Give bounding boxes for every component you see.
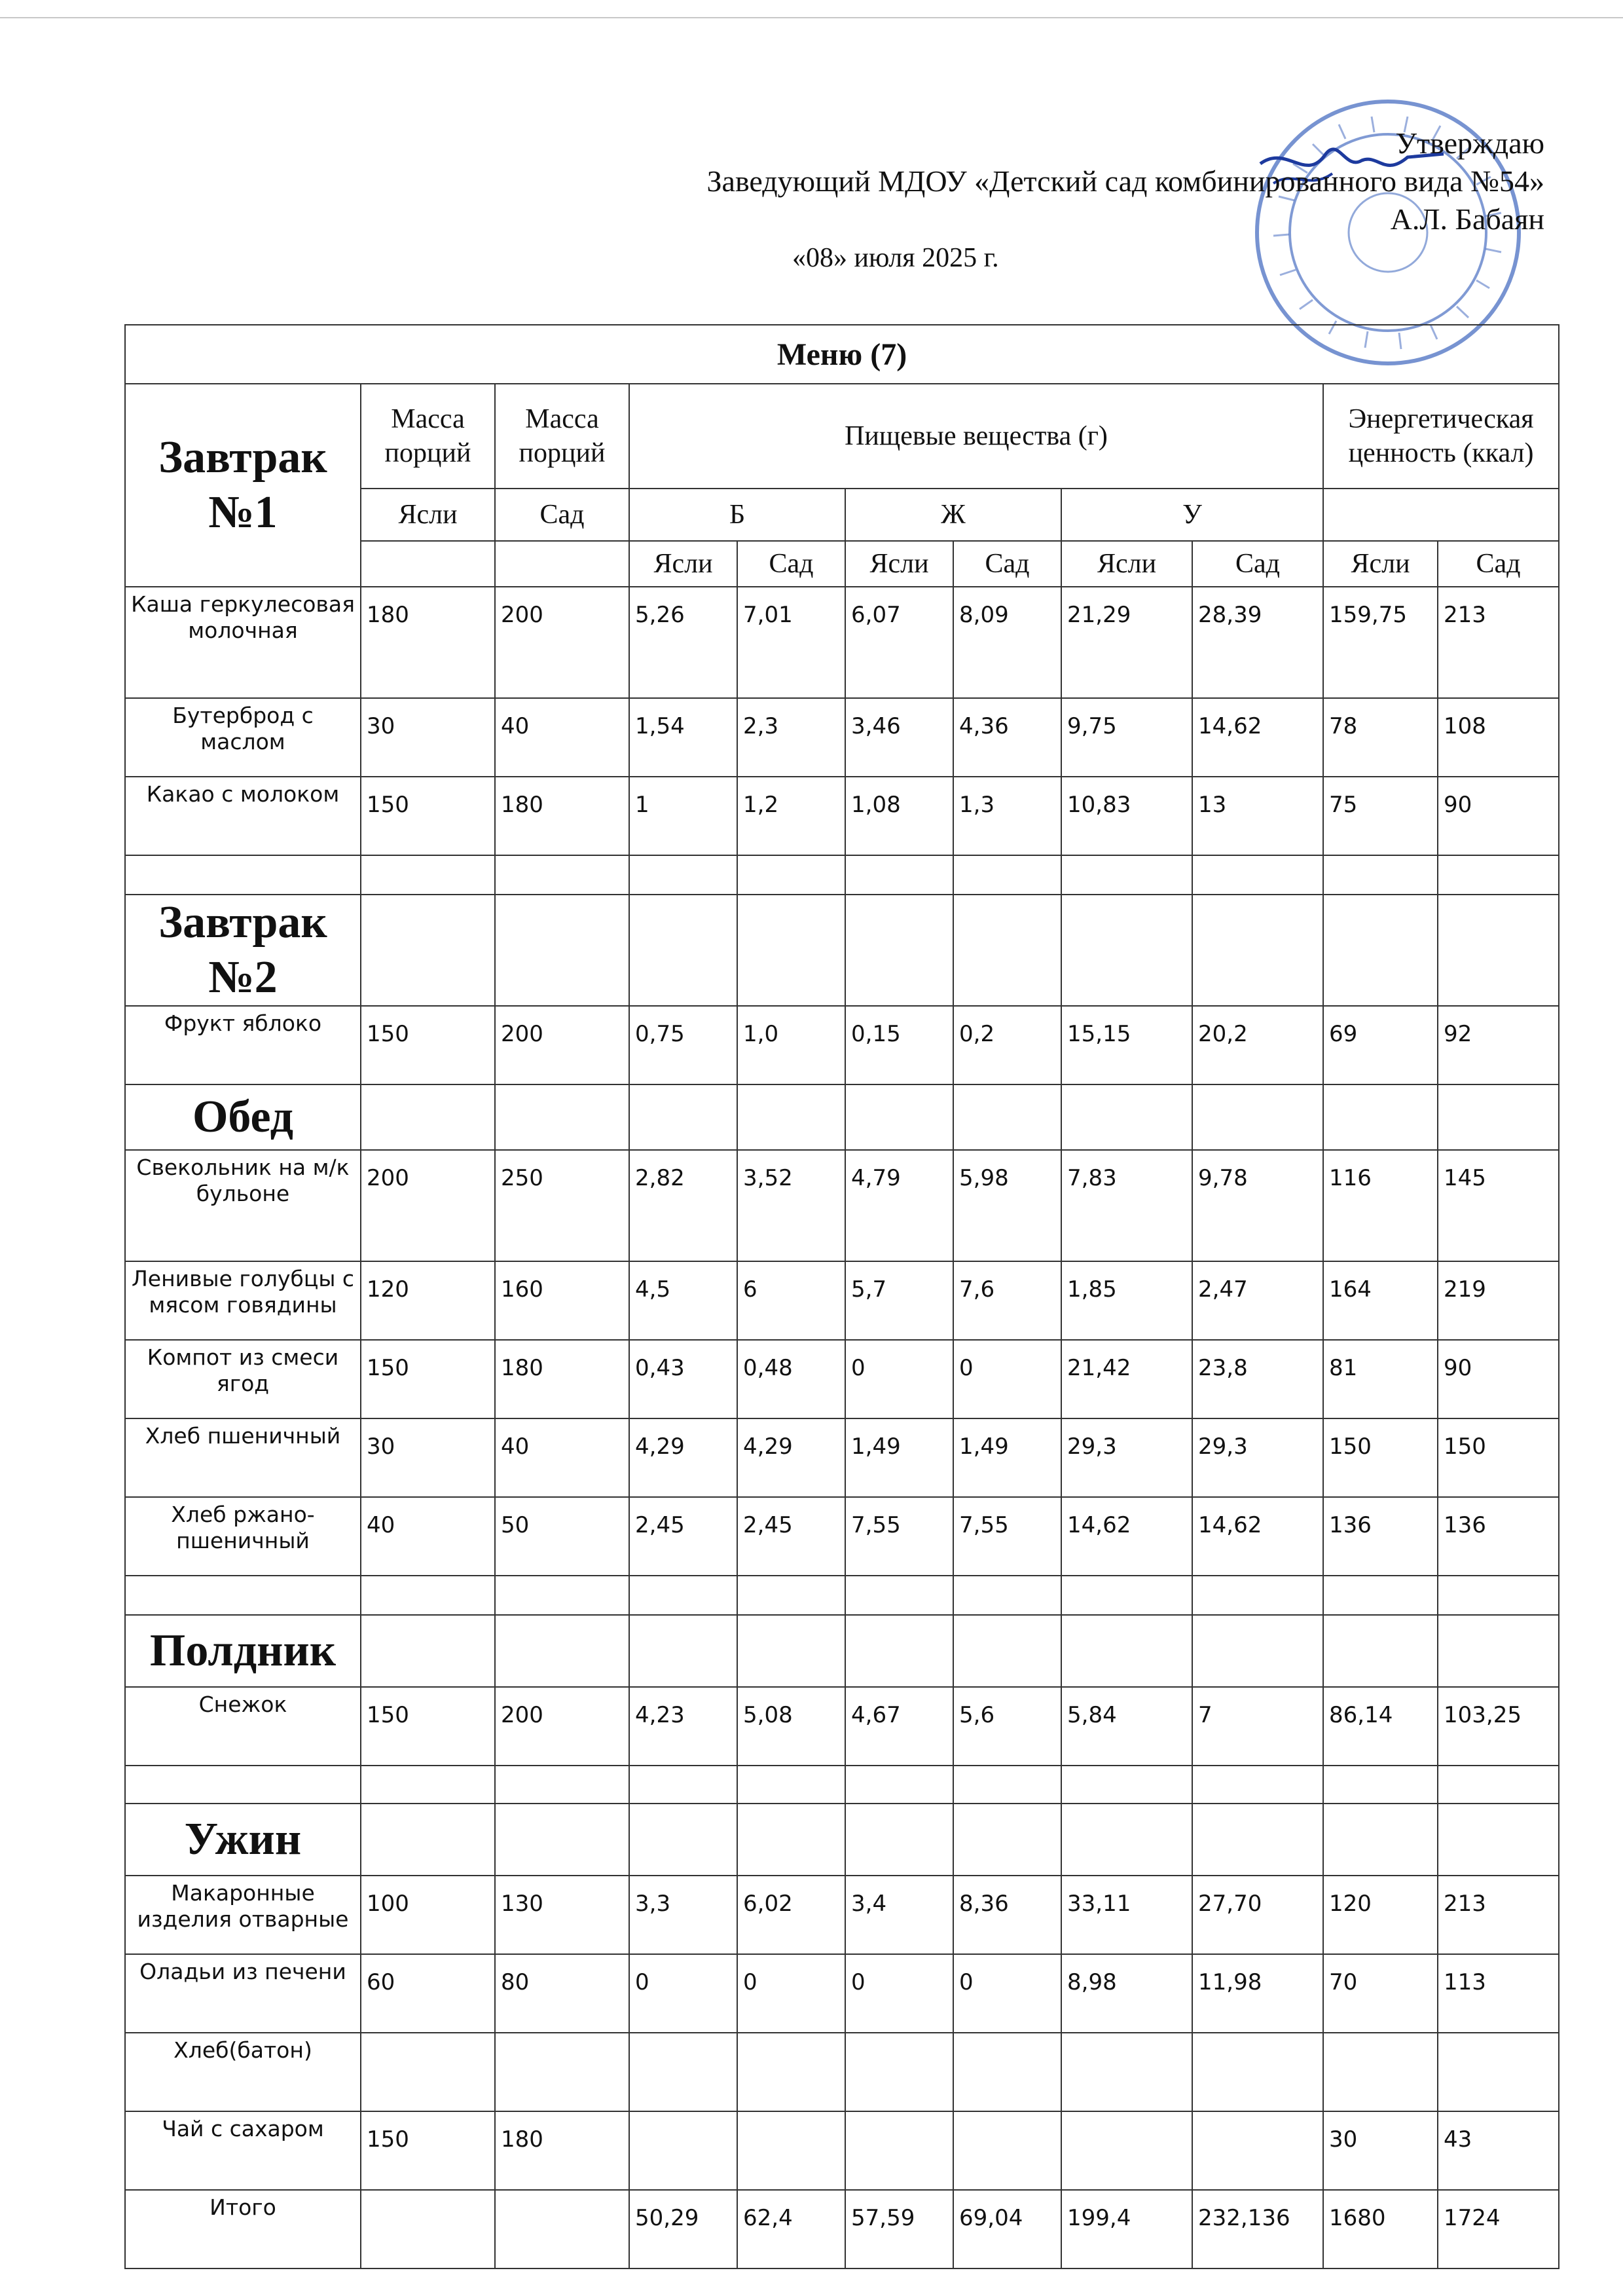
cell-b-yasli: 0 [629,1954,737,2033]
cell-b-yasli [629,855,737,895]
cell-zh-sad [953,1576,1061,1615]
cell-mass-sad: 180 [495,777,629,855]
cell-dish-name [125,855,361,895]
cell-kcal-yasli: 86,14 [1323,1687,1438,1766]
approval-signatory: А.Л. Бабаян [1390,202,1544,236]
cell-mass-sad: 50 [495,1497,629,1576]
cell-mass-sad: 40 [495,1418,629,1497]
cell-zh-sad: 69,04 [953,2190,1061,2268]
cell-kcal-yasli: 78 [1323,698,1438,777]
cell-zh-sad: 7,6 [953,1261,1061,1340]
menu-table [124,324,1559,2269]
cell-dish-name: Макаронные изделия отварные [125,1876,361,1954]
cell-u-yasli [1061,855,1192,895]
cell-u-sad: 11,98 [1192,1954,1323,2033]
table-row [125,587,1559,698]
cell-mass-yasli: 150 [361,1006,495,1084]
cell-zh-sad: 5,98 [953,1150,1061,1261]
cell-kcal-sad: 43 [1438,2111,1559,2190]
cell-kcal-sad: 150 [1438,1418,1559,1497]
cell-u-yasli: 29,3 [1061,1418,1192,1497]
cell-mass-yasli [361,1576,495,1615]
cell-u-yasli: 10,83 [1061,777,1192,855]
table-row [125,1954,1559,2033]
table-row-empty [125,855,1559,895]
cell-mass-yasli: 150 [361,1340,495,1418]
approval-heading: Утверждаю [1395,126,1544,160]
header-mass-sad: Масса порций [495,384,629,489]
menu-title: Меню (7) [125,325,1559,384]
cell-mass-sad [495,1576,629,1615]
cell-b-sad: 3,52 [737,1150,845,1261]
header-blank [495,541,629,587]
cell-dish-name [125,1766,361,1804]
cell-b-yasli: 2,82 [629,1150,737,1261]
cell-kcal-sad [1438,855,1559,895]
cell-b-yasli [629,2033,737,2111]
cell-zh-yasli: 57,59 [845,2190,953,2268]
cell-u-sad [1192,2111,1323,2190]
cell-zh-sad: 1,3 [953,777,1061,855]
cell-kcal-sad: 113 [1438,1954,1559,2033]
cell-u-yasli: 8,98 [1061,1954,1192,2033]
cell-kcal-yasli: 1680 [1323,2190,1438,2268]
cell-b-yasli: 4,5 [629,1261,737,1340]
meal-dinner: Ужин [125,1804,361,1876]
header-nutrients: Пищевые вещества (г) [629,384,1323,489]
cell-b-sad: 5,08 [737,1687,845,1766]
cell-b-yasli [629,1576,737,1615]
cell-kcal-sad: 136 [1438,1497,1559,1576]
cell-u-sad: 13 [1192,777,1323,855]
cell-zh-yasli: 4,79 [845,1150,953,1261]
cell-u-yasli: 21,29 [1061,587,1192,698]
cell-u-yasli [1061,2111,1192,2190]
cell-kcal-yasli: 81 [1323,1340,1438,1418]
cell-mass-yasli [361,2190,495,2268]
cell-b-sad: 2,45 [737,1497,845,1576]
cell-zh-sad: 0 [953,1954,1061,2033]
cell-mass-yasli [361,1766,495,1804]
cell-mass-yasli [361,2033,495,2111]
cell-mass-sad [495,2033,629,2111]
cell-mass-yasli: 180 [361,587,495,698]
cell-zh-sad: 4,36 [953,698,1061,777]
cell-u-yasli: 199,4 [1061,2190,1192,2268]
cell-kcal-yasli: 116 [1323,1150,1438,1261]
cell-dish-name: Чай с сахаром [125,2111,361,2190]
cell-u-sad: 23,8 [1192,1340,1323,1418]
header-fats: Ж [845,489,1061,541]
cell-b-yasli: 1,54 [629,698,737,777]
cell-u-yasli: 15,15 [1061,1006,1192,1084]
table-row [125,1687,1559,1766]
cell-u-yasli: 33,11 [1061,1876,1192,1954]
cell-zh-yasli: 0 [845,1954,953,2033]
cell-mass-yasli: 40 [361,1497,495,1576]
cell-zh-yasli: 0,15 [845,1006,953,1084]
cell-kcal-yasli: 30 [1323,2111,1438,2190]
cell-kcal-sad: 103,25 [1438,1687,1559,1766]
cell-mass-yasli [361,855,495,895]
cell-dish-name [125,1576,361,1615]
cell-dish-name: Хлеб пшеничный [125,1418,361,1497]
cell-u-sad [1192,855,1323,895]
cell-b-sad: 1,0 [737,1006,845,1084]
cell-u-sad: 9,78 [1192,1150,1323,1261]
meal-breakfast-1: Завтрак №1 [125,384,361,587]
cell-u-yasli [1061,2033,1192,2111]
cell-b-sad: 4,29 [737,1418,845,1497]
meal-snack: Полдник [125,1615,361,1687]
cell-b-yasli: 4,29 [629,1418,737,1497]
cell-zh-yasli: 3,4 [845,1876,953,1954]
cell-zh-sad: 1,49 [953,1418,1061,1497]
header-sad: Сад [495,489,629,541]
cell-b-yasli: 3,3 [629,1876,737,1954]
cell-b-yasli: 1 [629,777,737,855]
cell-u-yasli: 7,83 [1061,1150,1192,1261]
cell-b-sad: 1,2 [737,777,845,855]
cell-u-yasli: 14,62 [1061,1497,1192,1576]
cell-mass-sad: 40 [495,698,629,777]
cell-kcal-sad: 90 [1438,1340,1559,1418]
scan-edge-line [0,17,1623,18]
cell-u-sad [1192,1576,1323,1615]
cell-b-sad: 7,01 [737,587,845,698]
cell-kcal-sad: 219 [1438,1261,1559,1340]
meal-lunch: Обед [125,1084,361,1150]
cell-b-sad: 6 [737,1261,845,1340]
cell-u-sad: 14,62 [1192,698,1323,777]
cell-zh-sad: 8,36 [953,1876,1061,1954]
table-row [125,2190,1559,2268]
cell-zh-sad [953,855,1061,895]
cell-zh-yasli: 6,07 [845,587,953,698]
cell-kcal-sad [1438,1576,1559,1615]
header-energy-blank [1323,489,1559,541]
cell-dish-name: Ленивые голубцы с мясом говядины [125,1261,361,1340]
cell-kcal-sad [1438,1766,1559,1804]
cell-u-sad: 29,3 [1192,1418,1323,1497]
cell-u-sad [1192,1766,1323,1804]
header-zh-sad: Сад [953,541,1061,587]
table-row-empty [125,1766,1559,1804]
cell-zh-yasli [845,2033,953,2111]
cell-zh-yasli: 4,67 [845,1687,953,1766]
cell-mass-yasli: 30 [361,1418,495,1497]
cell-b-yasli: 0,75 [629,1006,737,1084]
header-carbs: У [1061,489,1323,541]
cell-zh-yasli [845,2111,953,2190]
header-yasli: Ясли [361,489,495,541]
cell-b-sad [737,1576,845,1615]
approval-block [562,124,1544,238]
cell-mass-yasli: 30 [361,698,495,777]
cell-u-yasli: 21,42 [1061,1340,1192,1418]
cell-kcal-sad: 213 [1438,587,1559,698]
cell-dish-name: Компот из смеси ягод [125,1340,361,1418]
cell-b-yasli: 5,26 [629,587,737,698]
cell-dish-name: Свекольник на м/к бульоне [125,1150,361,1261]
cell-kcal-sad [1438,2033,1559,2111]
cell-zh-sad: 5,6 [953,1687,1061,1766]
cell-kcal-sad: 92 [1438,1006,1559,1084]
cell-b-yasli [629,1766,737,1804]
table-row [125,1418,1559,1497]
cell-zh-yasli: 1,08 [845,777,953,855]
table-row [125,1340,1559,1418]
cell-dish-name: Хлеб ржано-пшеничный [125,1497,361,1576]
cell-zh-yasli: 0 [845,1340,953,1418]
cell-kcal-sad: 213 [1438,1876,1559,1954]
table-row [125,1261,1559,1340]
cell-u-yasli: 9,75 [1061,698,1192,777]
table-row-empty [125,1576,1559,1615]
cell-kcal-sad: 145 [1438,1150,1559,1261]
table-row [125,1876,1559,1954]
cell-dish-name: Фрукт яблоко [125,1006,361,1084]
cell-kcal-yasli: 150 [1323,1418,1438,1497]
cell-b-sad [737,2111,845,2190]
cell-zh-yasli [845,1576,953,1615]
cell-b-yasli: 4,23 [629,1687,737,1766]
cell-mass-sad: 200 [495,1687,629,1766]
cell-zh-sad: 0,2 [953,1006,1061,1084]
cell-b-sad [737,855,845,895]
cell-kcal-yasli [1323,855,1438,895]
header-mass-yasli: Масса порций [361,384,495,489]
cell-b-yasli: 2,45 [629,1497,737,1576]
table-row [125,1150,1559,1261]
cell-b-sad: 2,3 [737,698,845,777]
cell-mass-sad: 160 [495,1261,629,1340]
cell-u-sad: 7 [1192,1687,1323,1766]
cell-kcal-yasli: 136 [1323,1497,1438,1576]
cell-b-sad [737,2033,845,2111]
cell-u-sad: 27,70 [1192,1876,1323,1954]
table-row [125,777,1559,855]
header-energy: Энергетическая ценность (ккал) [1323,384,1559,489]
cell-u-sad: 232,136 [1192,2190,1323,2268]
cell-b-yasli: 50,29 [629,2190,737,2268]
header-u-sad: Сад [1192,541,1323,587]
cell-kcal-yasli: 164 [1323,1261,1438,1340]
header-kcal-sad: Сад [1438,541,1559,587]
cell-zh-sad: 7,55 [953,1497,1061,1576]
cell-zh-sad [953,2033,1061,2111]
cell-u-sad: 20,2 [1192,1006,1323,1084]
cell-u-sad: 2,47 [1192,1261,1323,1340]
cell-mass-sad [495,855,629,895]
header-u-yasli: Ясли [1061,541,1192,587]
cell-mass-sad [495,2190,629,2268]
cell-kcal-sad: 108 [1438,698,1559,777]
approval-position: Заведующий МДОУ «Детский сад комбинированного вида №54» [706,164,1544,198]
header-zh-yasli: Ясли [845,541,953,587]
cell-b-sad: 62,4 [737,2190,845,2268]
cell-mass-sad: 250 [495,1150,629,1261]
cell-mass-sad: 130 [495,1876,629,1954]
cell-mass-sad: 80 [495,1954,629,2033]
table-row [125,2033,1559,2111]
cell-mass-yasli: 150 [361,1687,495,1766]
cell-zh-yasli: 7,55 [845,1497,953,1576]
cell-b-sad: 0,48 [737,1340,845,1418]
cell-b-sad [737,1766,845,1804]
cell-dish-name: Каша геркулесовая молочная [125,587,361,698]
approval-date: «08» июля 2025 г. [792,243,999,273]
header-kcal-yasli: Ясли [1323,541,1438,587]
cell-zh-sad: 0 [953,1340,1061,1418]
cell-u-yasli: 5,84 [1061,1687,1192,1766]
cell-kcal-sad: 1724 [1438,2190,1559,2268]
cell-u-yasli [1061,1576,1192,1615]
cell-kcal-yasli: 120 [1323,1876,1438,1954]
cell-mass-yasli: 150 [361,777,495,855]
cell-dish-name: Хлеб(батон) [125,2033,361,2111]
cell-zh-yasli: 3,46 [845,698,953,777]
cell-mass-yasli: 200 [361,1150,495,1261]
cell-zh-yasli [845,855,953,895]
cell-b-sad: 0 [737,1954,845,2033]
cell-zh-sad [953,2111,1061,2190]
cell-zh-sad: 8,09 [953,587,1061,698]
cell-b-yasli: 0,43 [629,1340,737,1418]
cell-zh-yasli [845,1766,953,1804]
cell-zh-yasli: 1,49 [845,1418,953,1497]
cell-mass-sad: 180 [495,1340,629,1418]
table-row [125,2111,1559,2190]
cell-dish-name: Итого [125,2190,361,2268]
header-proteins: Б [629,489,845,541]
cell-mass-sad: 200 [495,587,629,698]
cell-u-sad: 14,62 [1192,1497,1323,1576]
cell-u-yasli [1061,1766,1192,1804]
cell-kcal-sad: 90 [1438,777,1559,855]
cell-b-sad: 6,02 [737,1876,845,1954]
cell-kcal-yasli [1323,1576,1438,1615]
header-blank [361,541,495,587]
cell-dish-name: Бутерброд с маслом [125,698,361,777]
cell-kcal-yasli: 159,75 [1323,587,1438,698]
cell-mass-yasli: 120 [361,1261,495,1340]
cell-mass-yasli: 150 [361,2111,495,2190]
cell-u-sad [1192,2033,1323,2111]
cell-mass-sad: 200 [495,1006,629,1084]
header-b-yasli: Ясли [629,541,737,587]
cell-kcal-yasli: 69 [1323,1006,1438,1084]
meal-breakfast-2: Завтрак №2 [125,895,361,1006]
cell-mass-yasli: 100 [361,1876,495,1954]
cell-kcal-yasli: 75 [1323,777,1438,855]
cell-zh-sad [953,1766,1061,1804]
table-row [125,1006,1559,1084]
cell-mass-sad: 180 [495,2111,629,2190]
cell-dish-name: Оладьи из печени [125,1954,361,2033]
table-row [125,1497,1559,1576]
cell-kcal-yasli: 70 [1323,1954,1438,2033]
table-row [125,698,1559,777]
cell-b-yasli [629,2111,737,2190]
cell-dish-name: Какао с молоком [125,777,361,855]
cell-kcal-yasli [1323,1766,1438,1804]
header-b-sad: Сад [737,541,845,587]
cell-mass-sad [495,1766,629,1804]
cell-dish-name: Снежок [125,1687,361,1766]
cell-zh-yasli: 5,7 [845,1261,953,1340]
cell-u-yasli: 1,85 [1061,1261,1192,1340]
cell-u-sad: 28,39 [1192,587,1323,698]
cell-mass-yasli: 60 [361,1954,495,2033]
cell-kcal-yasli [1323,2033,1438,2111]
